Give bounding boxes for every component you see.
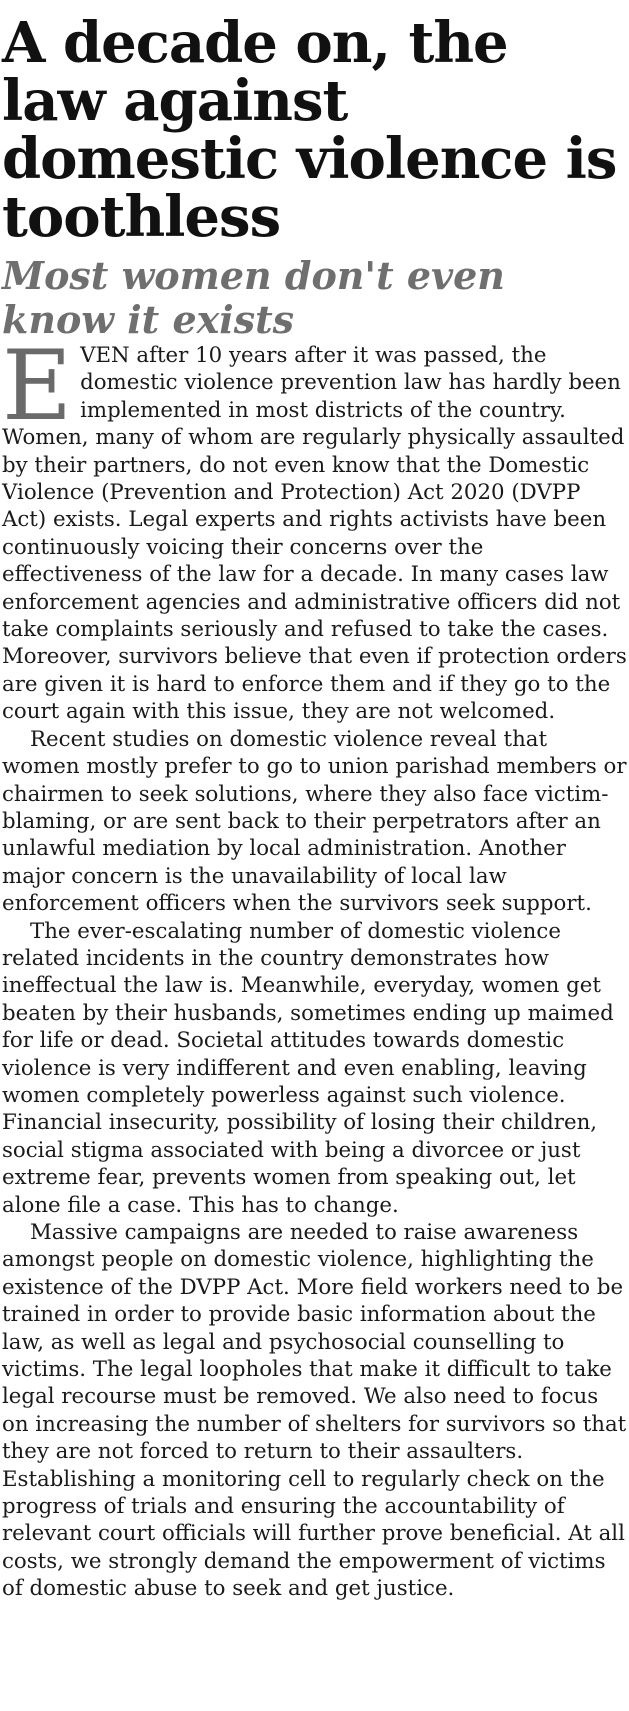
paragraph-1-text: VEN after 10 years after it was passed, the domestic violence prevention law has hardly been implemented in most districts of the country. Women, many of whom are regularly physically assaulted by their partners, do not even know that the Domestic Violence (Prevention and Protection) Act 2020 (DVPP Act) exists. Legal experts and rights activists have been continuously voicing their concerns over the effectiveness of the law for a decade. In many cases law enforcement agencies and administrative officers did not take complaints seriously and refused to take the cases. Moreover, survivors believe that even if protection orders are given it is hard to enforce them and if they go to the court again with this issue, they are not welcomed. bbox=[2, 343, 627, 725]
subheadline: Most women don't even know it exists bbox=[2, 253, 505, 342]
paragraph-3: The ever-escalating number of domestic violence related incidents in the country demonstrates how ineffectual the law is. Meanwhile, everyday, women get beaten by their husbands, sometimes ending up maimed for life or dead. Societal attitudes towards domestic violence is very indifferent and even enabling, leaving women completely powerless against such violence. Financial insecurity, possibility of losing their children, social stigma associated with being a divorcee or just extreme fear, prevents women from speaking out, let alone file a case. This has to change. bbox=[2, 918, 614, 1218]
paragraph-4: Massive campaigns are needed to raise awareness amongst people on domestic violence, highlighting the existence of the DVPP Act. More field workers need to be trained in order to provide basic information about the law, as well as legal and psychosocial counselling to victims. The legal loopholes that make it difficult to take legal recourse must be removed. We also need to focus on increasing the number of shelters for survivors so that they are not forced to return to their assaulters. Establishing a monitoring cell to regularly check on the progress of trials and ensuring the accountability of relevant court officials will further prove beneficial. At all costs, we strongly demand the empowerment of victims of domestic abuse to seek and get justice. bbox=[2, 1220, 627, 1602]
headline: A decade on, the law against domestic violence is toothless bbox=[2, 10, 617, 250]
drop-cap: E bbox=[2, 330, 73, 442]
article-body bbox=[0, 330, 627, 1603]
paragraph-1 bbox=[2, 330, 627, 726]
paragraph-2: Recent studies on domestic violence reveal that women mostly prefer to go to union parishad members or chairmen to seek solutions, where they also face victim-blaming, or are sent back to their perpetrators after an unlawful mediation by local administration. Another major concern is the unavailability of local law enforcement officers when the survivors seek support. bbox=[2, 726, 627, 917]
